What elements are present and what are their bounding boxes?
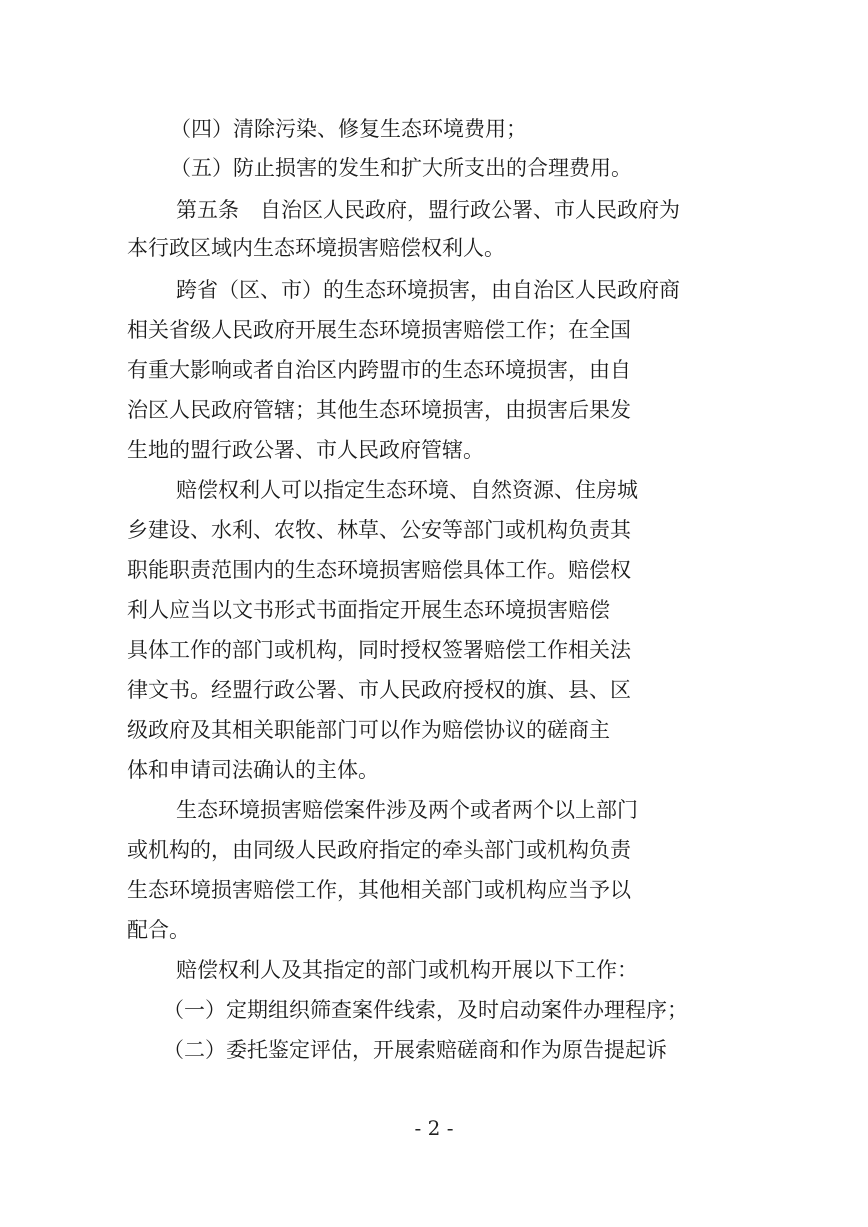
text-line: 配合。	[127, 918, 190, 942]
text-line: 治区人民政府管辖；其他生态环境损害，由损害后果发	[127, 398, 631, 422]
text-line: 或机构的，由同级人民政府指定的牵头部门或机构负责	[127, 838, 631, 862]
text-line: 乡建设、水利、农牧、林草、公安等部门或机构负责其	[127, 518, 631, 542]
text-line: 跨省（区、市）的生态环境损害，由自治区人民政府商	[176, 278, 680, 302]
text-line: 赔偿权利人及其指定的部门或机构开展以下工作：	[176, 958, 638, 982]
text-line: 本行政区域内生态环境损害赔偿权利人。	[127, 236, 505, 260]
text-line: 第五条 自治区人民政府，盟行政公署、市人民政府为	[176, 198, 680, 222]
text-line: 级政府及其相关职能部门可以作为赔偿协议的磋商主	[127, 718, 610, 742]
page-number: - 2 -	[414, 1116, 454, 1140]
text-line: （五）防止损害的发生和扩大所支出的合理费用。	[170, 156, 632, 180]
text-line: 有重大影响或者自治区内跨盟市的生态环境损害，由自	[127, 358, 631, 382]
text-line: 体和申请司法确认的主体。	[127, 758, 379, 782]
text-line: 职能职责范围内的生态环境损害赔偿具体工作。赔偿权	[127, 558, 631, 582]
text-line: （四）清除污染、修复生态环境费用；	[170, 117, 527, 141]
text-line: 具体工作的部门或机构，同时授权签署赔偿工作相关法	[127, 638, 631, 662]
text-line: 律文书。经盟行政公署、市人民政府授权的旗、县、区	[127, 678, 631, 702]
text-line: 赔偿权利人可以指定生态环境、自然资源、住房城	[176, 478, 638, 502]
text-line: （一）定期组织筛查案件线索，及时启动案件办理程序；	[163, 998, 688, 1022]
text-line: 生态环境损害赔偿案件涉及两个或者两个以上部门	[176, 798, 638, 822]
text-line: 利人应当以文书形式书面指定开展生态环境损害赔偿	[127, 598, 610, 622]
text-line: 生态环境损害赔偿工作，其他相关部门或机构应当予以	[127, 878, 631, 902]
text-line: （二）委托鉴定评估，开展索赔磋商和作为原告提起诉	[163, 1038, 667, 1062]
text-line: 相关省级人民政府开展生态环境损害赔偿工作；在全国	[127, 318, 631, 342]
text-line: 生地的盟行政公署、市人民政府管辖。	[127, 438, 484, 462]
